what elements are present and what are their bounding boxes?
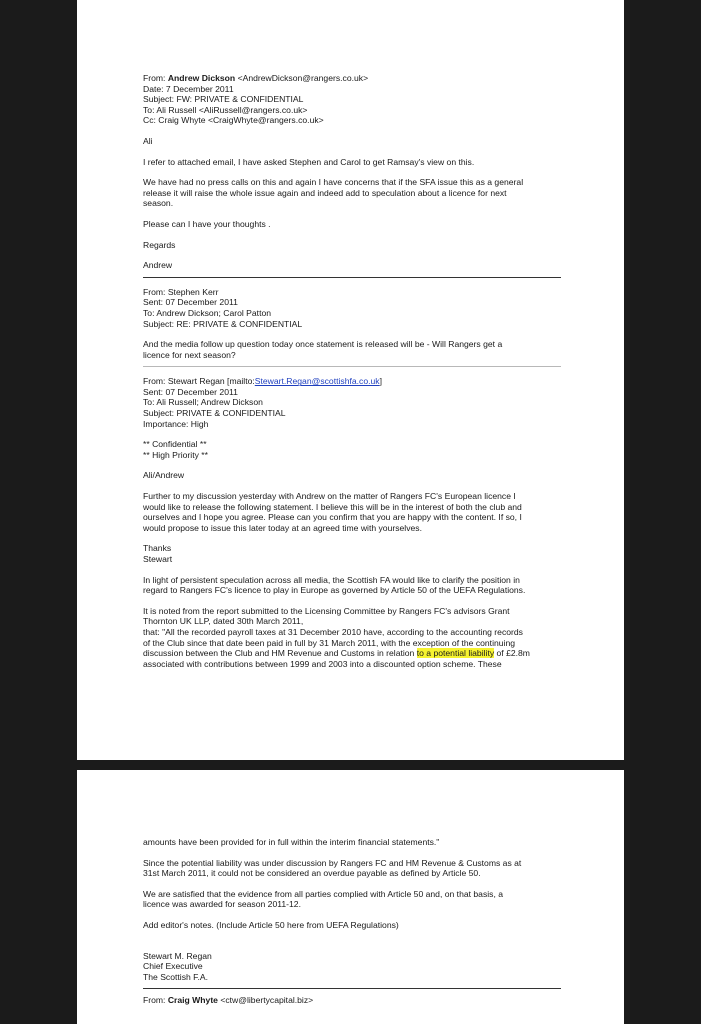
subject-line: Subject: PRIVATE & CONFIDENTIAL (143, 408, 286, 419)
body-paragraph: We have had no press calls on this and again I have concerns that if the SFA issue this as a general release it will raise the whole issue again and indeed add to speculation about a licence for next season. (143, 177, 524, 209)
from-email: <AndrewDickson@rangers.co.uk> (237, 73, 369, 83)
divider (143, 988, 561, 989)
next-email-from-line: From: Craig Whyte <ctw@libertycapital.biz> (143, 995, 314, 1006)
body-paragraph: I refer to attached email, I have asked Stephen and Carol to get Ramsay's view on this. (143, 156, 475, 167)
date-line: Date: 7 December 2011 (143, 83, 234, 94)
confidential-flag: ** Confidential ** (143, 439, 207, 450)
statement-continuation: amounts have been provided for in full within the interim financial statements." (143, 837, 440, 847)
from-line: From: Stewart Regan [mailto:Stewart.Regan@scottishfa.co.uk] (143, 376, 382, 387)
divider (143, 366, 561, 367)
divider (143, 277, 561, 278)
sent-line: Sent: 07 December 2011 (143, 297, 238, 308)
statement-paragraph: Since the potential liability was under discussion by Rangers FC and HM Revenue & Customs as at 31st March 2011, it could not be considered an overdue payable as defined by Article 50. (143, 857, 522, 879)
closing: Thanks (143, 543, 172, 554)
statement-paragraph: It is noted from the report submitted to the Licensing Committee by Rangers FC's advisors Grant Thornton UK LLP, dated 30th March 2011, that: "All the recorded payroll taxes at 31 December 2010 have, according to the accounting records of the Club since that date been paid in full by 31 March 2011, with the exception of the continuing discussion between the Club and HM Revenue and Customs in relation to a potential liability of £2.8m associated with contributions between 1999 and 2003 into a discounted option scheme. These (143, 605, 530, 669)
from-email: <ctw@libertycapital.biz> (220, 995, 314, 1006)
page-2-content (143, 837, 561, 1006)
email-header-stephen-kerr (143, 287, 561, 329)
from-label: From: (143, 73, 166, 83)
to-line: To: Ali Russell; Andrew Dickson (143, 397, 263, 408)
signature: Stewart (143, 554, 173, 564)
signature-org: The Scottish F.A. (143, 971, 208, 982)
email-link[interactable]: Stewart.Regan@scottishfa.co.uk (254, 376, 380, 387)
page-1-content (143, 73, 561, 669)
from-line: From: Stephen Kerr (143, 286, 219, 297)
subject-line: Subject: RE: PRIVATE & CONFIDENTIAL (143, 318, 303, 329)
from-line (143, 73, 561, 84)
signature: Andrew (143, 260, 173, 271)
sent-line: Sent: 07 December 2011 (143, 386, 238, 397)
to-line: To: Ali Russell <AliRussell@rangers.co.uk> (143, 104, 308, 115)
body-paragraph: Please can I have your thoughts . (143, 218, 271, 229)
salutation: Ali/Andrew (143, 470, 185, 481)
email-header-andrew-dickson (143, 73, 561, 126)
closing: Regards (143, 239, 176, 250)
signature-block (143, 951, 561, 983)
subject-line: Subject: FW: PRIVATE & CONFIDENTIAL (143, 94, 304, 105)
signature-title: Chief Executive (143, 961, 203, 972)
highlighted-text: to a potential liability (416, 648, 495, 659)
body-paragraph: Further to my discussion yesterday with Andrew on the matter of Rangers FC's European licence I would like to release the following statement. I believe this will be in the interest of both the club and ourselves and I hope you agree. Please can you confirm that you are happy with the content. If so, I would propose to issue this later today at an agreed time with yourselves. (143, 491, 522, 533)
from-name: Craig Whyte (167, 995, 218, 1006)
email-header-stewart-regan (143, 376, 561, 429)
body-paragraph: And the media follow up question today once statement is released will be - Will Rangers get a licence for next season? (143, 339, 503, 360)
from-name: Andrew Dickson (167, 73, 236, 83)
document-page-2 (77, 770, 624, 1024)
to-line: To: Andrew Dickson; Carol Patton (143, 307, 272, 318)
cc-line: Cc: Craig Whyte <CraigWhyte@rangers.co.uk> (143, 115, 324, 126)
document-page-1 (77, 0, 624, 760)
signature-name: Stewart M. Regan (143, 950, 212, 961)
statement-paragraph: In light of persistent speculation across all media, the Scottish FA would like to clarify the position in regard to Rangers FC's licence to play in Europe as governed by Article 50 of the UEFA Regulations. (143, 574, 526, 596)
salutation: Ali (143, 135, 153, 146)
importance-line: Importance: High (143, 418, 209, 429)
statement-paragraph: We are satisfied that the evidence from all parties complied with Article 50 and, on that basis, a licence was awarded for season 2011-12. (143, 888, 504, 910)
priority-flag: ** High Priority ** (143, 449, 208, 460)
editor-note: Add editor's notes. (Include Article 50 here from UEFA Regulations) (143, 919, 399, 930)
